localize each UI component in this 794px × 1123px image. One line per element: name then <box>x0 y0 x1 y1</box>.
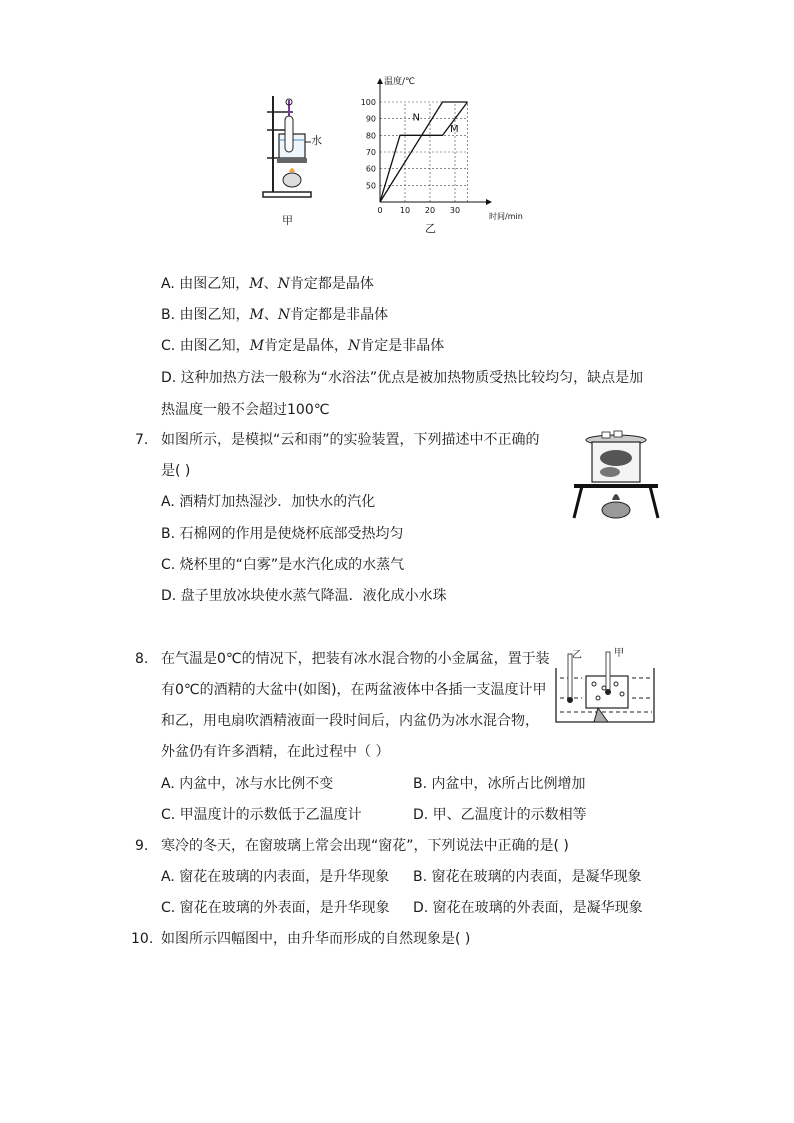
x-tick-label: 20 <box>424 206 436 215</box>
water-label: 水 <box>311 134 322 147</box>
x-tick-label: 30 <box>449 206 461 215</box>
q9-stem: 寒冷的冬天，在窗玻璃上常会出现“窗花”，下列说法中正确的是( ) <box>161 838 569 854</box>
water-bath-apparatus <box>255 72 335 240</box>
q9-option-d: D. 窗花在玻璃的外表面，是凝华现象 <box>413 900 643 916</box>
jia-label: 甲 <box>282 214 293 227</box>
x-tick-label: 0 <box>377 206 383 215</box>
q8-number: 8. <box>135 651 149 667</box>
y-tick-label: 80 <box>365 131 376 141</box>
temperature-time-chart <box>355 72 540 222</box>
yi-label: 乙 <box>425 222 436 235</box>
y-tick-label: 50 <box>365 181 376 191</box>
figure-top <box>255 72 540 240</box>
q9-option-b: B. 窗花在玻璃的内表面，是凝华现象 <box>413 869 642 885</box>
q8-stem-line1: 在气温是0℃的情况下，把装有冰水混合物的小金属盆，置于装 <box>161 651 550 667</box>
x-axis-arrow <box>486 199 492 205</box>
q7-option-b: B. 石棉网的作用是使烧杯底部受热均匀 <box>161 526 404 542</box>
q9-option-c: C. 窗花在玻璃的外表面，是升华现象 <box>161 900 390 916</box>
q7-stem-line1: 如图所示，是模拟“云和雨”的实验装置，下列描述中不正确的 <box>161 432 540 448</box>
q7-stem-line2: 是( ) <box>161 463 191 479</box>
q8-option-c: C. 甲温度计的示数低于乙温度计 <box>161 807 362 823</box>
q6-option-b: B. 由图乙知，M、N肯定都是非晶体 <box>161 307 389 323</box>
y-axis-arrow <box>377 78 383 84</box>
y-tick-label: 60 <box>365 164 376 174</box>
y-tick-label: 90 <box>365 114 376 124</box>
q8-stem-line2: 有0℃的酒精的大盆中(如图)，在两盆液体中各插一支温度计甲 <box>161 682 547 698</box>
q7-option-a: A. 酒精灯加热湿沙．加快水的汽化 <box>161 494 376 510</box>
q10-number: 10. <box>131 931 154 947</box>
basin-thermometer-figure <box>552 648 660 728</box>
q6-option-a: A. 由图乙知，M、N肯定都是晶体 <box>161 276 374 292</box>
cloud-rain-apparatus <box>570 430 660 520</box>
q8-option-b: B. 内盆中，冰所占比例增加 <box>413 776 586 792</box>
y-tick-label: 100 <box>360 98 376 107</box>
q10-stem: 如图所示四幅图中，由升华而形成的自然现象是( ) <box>161 931 471 947</box>
q8-label-jia: 甲 <box>614 648 624 659</box>
q8-option-a: A. 内盆中，冰与水比例不变 <box>161 776 334 792</box>
series-label-n: N <box>412 112 420 124</box>
x-tick-label: 10 <box>399 206 411 215</box>
x-axis-label: 时间/min <box>489 212 523 221</box>
q9-option-a: A. 窗花在玻璃的内表面，是升华现象 <box>161 869 390 885</box>
q6-option-d-line1: D. 这种加热方法一般称为“水浴法”优点是被加热物质受热比较均匀，缺点是加 <box>161 370 644 386</box>
q6-option-c: C. 由图乙知，M肯定是晶体，N肯定是非晶体 <box>161 338 445 354</box>
q7-option-d: D. 盘子里放冰块使水蒸气降温．液化成小水珠 <box>161 588 447 604</box>
q8-stem-line4: 外盆仍有许多酒精，在此过程中（ ） <box>161 744 390 760</box>
q8-option-d: D. 甲、乙温度计的示数相等 <box>413 807 587 823</box>
y-axis-label: 温度/℃ <box>384 77 416 87</box>
q6-option-d-line2: 热温度一般不会超过100℃ <box>161 402 330 418</box>
q7-option-c: C. 烧杯里的“白雾”是水汽化成的水蒸气 <box>161 557 405 573</box>
q8-label-yi: 乙 <box>572 650 582 661</box>
q8-stem-line3: 和乙，用电扇吹酒精液面一段时间后，内盆仍为冰水混合物， <box>161 713 539 729</box>
q7-number: 7. <box>135 432 149 448</box>
series-label-m: M <box>450 124 459 135</box>
q9-number: 9. <box>135 838 149 854</box>
y-tick-label: 70 <box>365 148 376 157</box>
